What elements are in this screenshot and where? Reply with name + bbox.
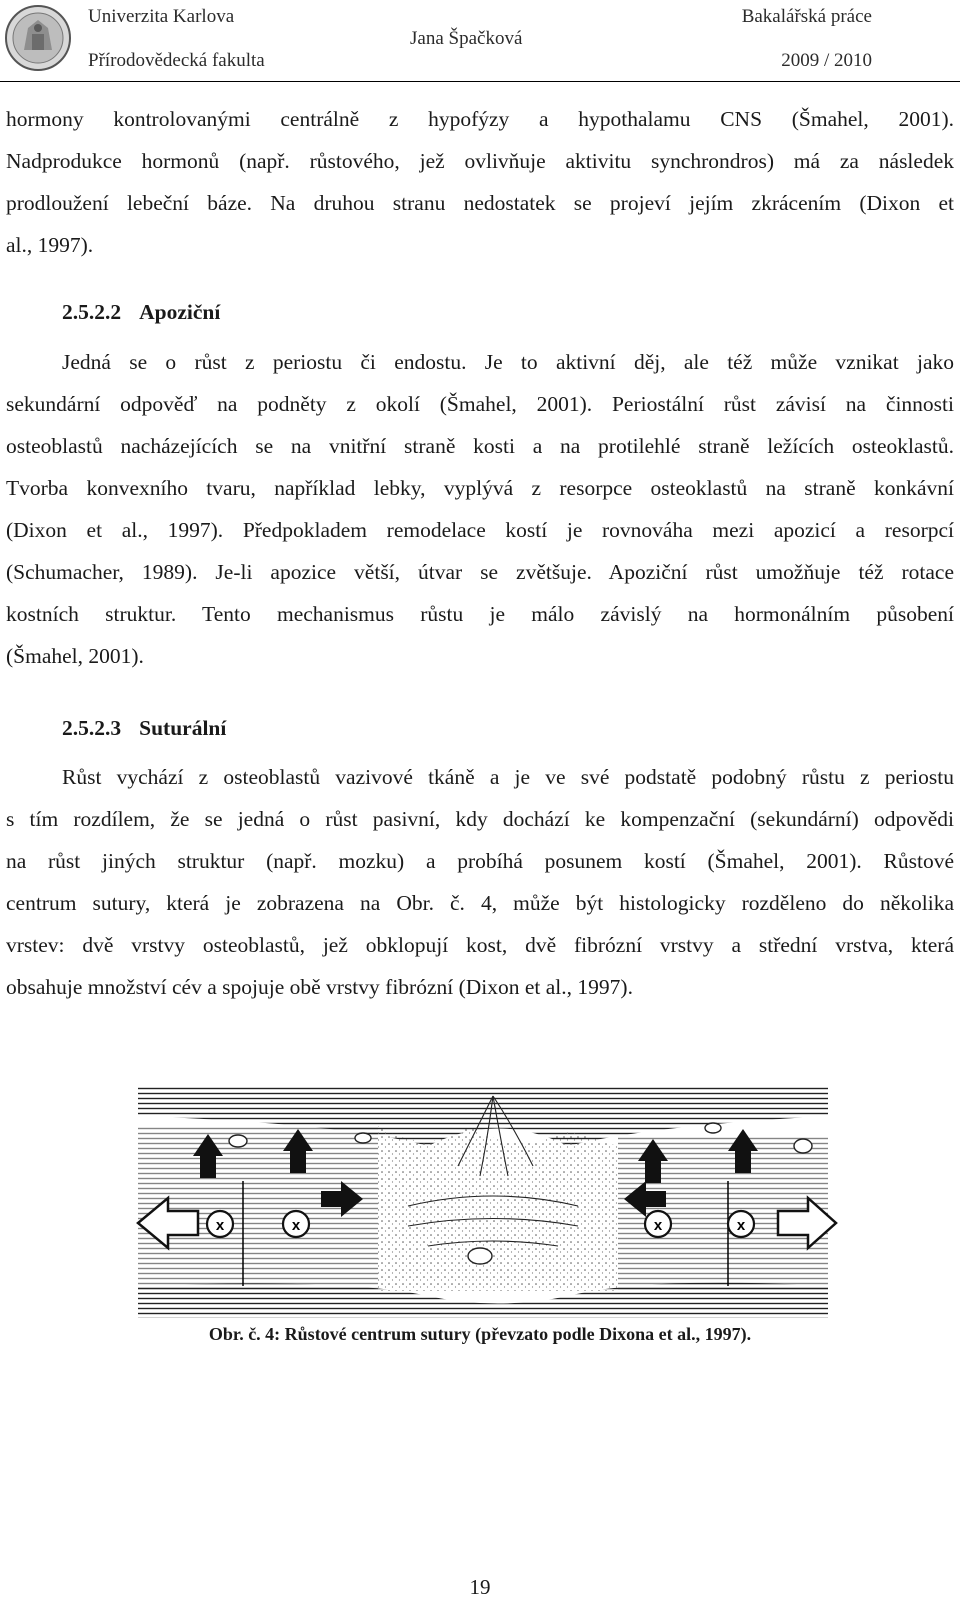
section-heading-apozicni — [62, 300, 220, 325]
text-line: (Schumacher, 1989). Je-li apozice větší, útvar se zvětšuje. Apoziční růst umožňuje též rotace — [6, 560, 954, 584]
paragraph-intro — [6, 98, 954, 266]
text-line: al., 1997). — [6, 233, 94, 257]
figure-caption: Obr. č. 4: Růstové centrum sutury (převzato podle Dixona et al., 1997). — [208, 1324, 752, 1344]
text-line: vrstev: dvě vrstvy osteoblastů, jež obklopují kost, dvě fibrózní vrstvy a střední vrstva, která — [6, 933, 954, 957]
text-line: Růst vychází z osteoblastů vazivové tkáně a je ve své podstatě podobný růstu z periostu — [62, 765, 954, 789]
text-line: kostních struktur. Tento mechanismus růstu je málo závislý na hormonálním působení — [6, 602, 954, 626]
page-header — [0, 0, 960, 80]
text-line: s tím rozdílem, že se jedná o růst pasivní, kdy dochází ke kompenzační (sekundární) odpovědi — [6, 807, 954, 831]
section-title: Apoziční — [139, 300, 221, 324]
header-university: Univerzita Karlova — [88, 6, 235, 27]
text-line: Tvorba konvexního tvaru, například lebky, vyplývá z resorpce osteoklastů na straně konkávní — [6, 476, 954, 500]
marker-label: x — [291, 1217, 301, 1234]
text-line: (Šmahel, 2001). — [6, 644, 144, 668]
paragraph-suturalni — [6, 756, 954, 1008]
text-line: Jedná se o růst z periostu či endostu. Je to aktivní děj, ale též může vznikat jako — [62, 350, 954, 374]
section-title: Suturální — [139, 716, 227, 740]
marker-label: x — [736, 1217, 746, 1234]
section-number: 2.5.2.2 — [62, 300, 122, 324]
text-line: osteoblastů nacházejících se na vnitřní straně kosti a na protilehlé straně ležících osteoklastů. — [6, 434, 954, 458]
header-faculty: Přírodovědecká fakulta — [88, 50, 265, 71]
text-line: na růst jiných struktur (např. mozku) a probíhá posunem kostí (Šmahel, 2001). Růstové — [6, 849, 954, 873]
text-line: centrum sutury, která je zobrazena na Obr. č. 4, může být histologicky rozděleno do několika — [6, 891, 954, 915]
marker-label: x — [215, 1217, 225, 1234]
marker-label: x — [653, 1217, 663, 1234]
paragraph-apozicni — [6, 341, 954, 677]
header-year: 2009 / 2010 — [781, 50, 872, 71]
text-line: sekundární odpověď na podněty z okolí (Šmahel, 2001). Periostální růst závisí na činnosti — [6, 392, 954, 416]
header-thesis-type: Bakalářská práce — [741, 6, 872, 27]
section-heading-suturalni — [62, 716, 226, 741]
section-number: 2.5.2.3 — [62, 716, 122, 740]
suture-growth-figure — [128, 1086, 838, 1318]
header-author: Jana Špačková — [410, 28, 523, 49]
page-number: 19 — [469, 1575, 491, 1599]
university-seal-logo — [4, 4, 72, 72]
text-line: Nadprodukce hormonů (např. růstového, jež ovlivňuje aktivitu synchrondros) má za následek — [6, 149, 954, 173]
text-line: (Dixon et al., 1997). Předpokladem remodelace kostí je rovnováha mezi apozicí a resorpcí — [6, 518, 954, 542]
text-line: hormony kontrolovanými centrálně z hypofýzy a hypothalamu CNS (Šmahel, 2001). — [6, 107, 954, 131]
header-divider — [0, 81, 960, 82]
text-line: prodloužení lebeční báze. Na druhou stranu nedostatek se projeví jejím zkrácením (Dixon et — [6, 191, 954, 215]
text-line: obsahuje množství cév a spojuje obě vrstvy fibrózní (Dixon et al., 1997). — [6, 975, 633, 999]
